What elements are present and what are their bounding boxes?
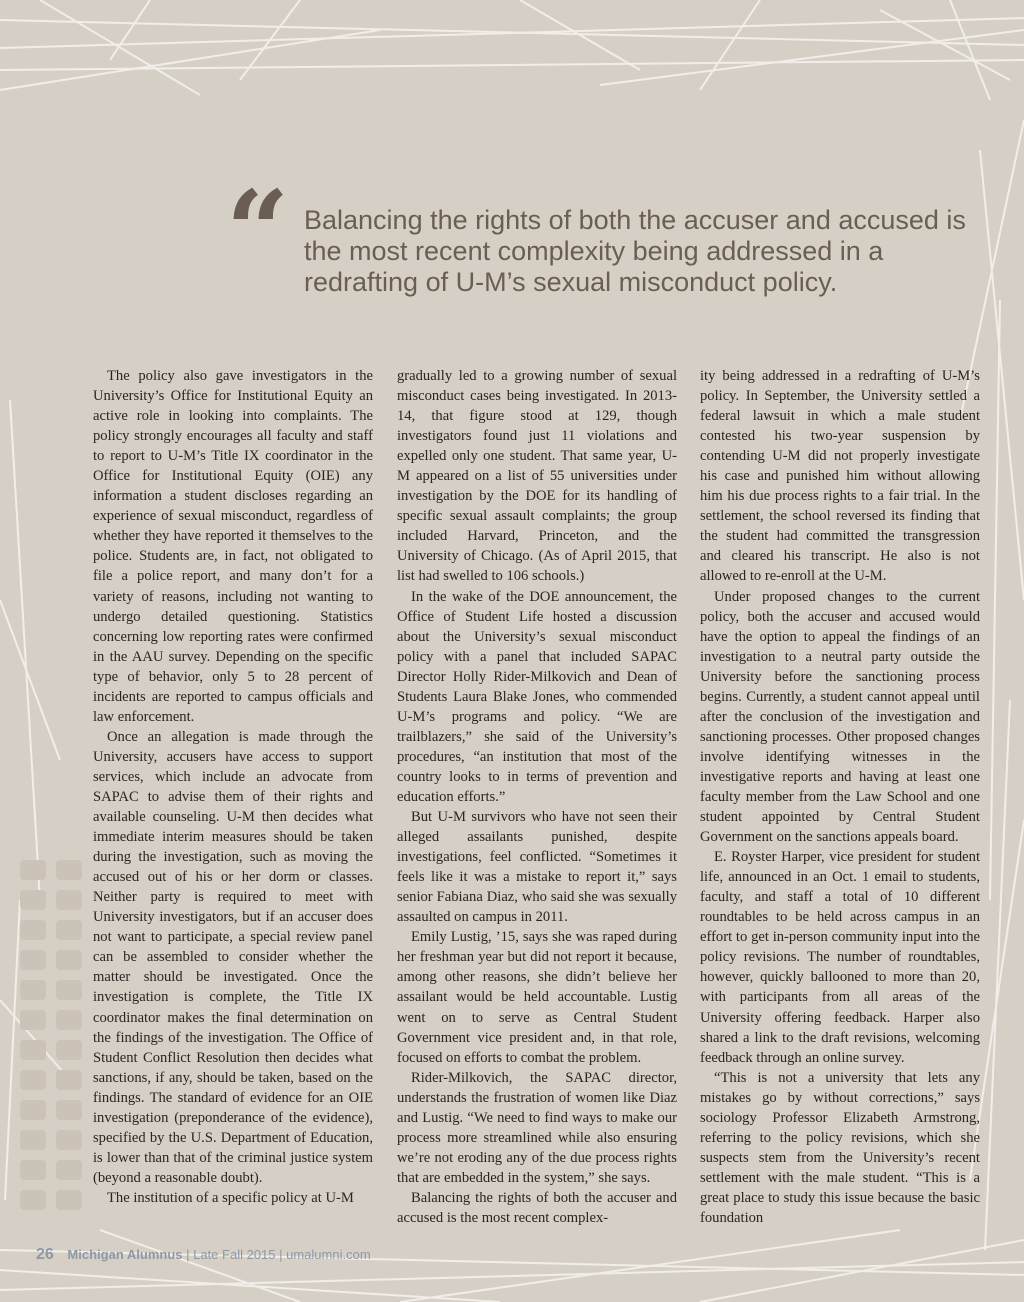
website-link[interactable]: umalumni.com bbox=[286, 1247, 371, 1262]
paragraph: The policy also gave investigators in the University’s Office for Institutional Equity an active role in looking into complaints. The policy strongly encourages all faculty and staff to report to U-M’s Title IX coordinator in the Office for Institutional Equity (OIE) any information a student discloses regarding an experience of sexual misconduct, regardless of whether they have reported it themselves to the police. Students are, in fact, not obligated to file a police report, and many don’t for a variety of reasons, including not wanting to undergo detailed questioning. Statistics concerning low reporting rates were confirmed in the AAU survey. Depending on the specific type of behavior, only 5 to 28 percent of incidents are reported to campus officials and law enforcement. bbox=[93, 368, 373, 725]
paragraph: Once an allegation is made through the University, accusers have access to support services, which include an advocate from SAPAC to advise them of their rights and available counseling. U-M then decides what immediate interim measures should be taken during the investigation, such as moving the accused out of his or her dorm or classes. Neither party is required to meet with University investigators, but if an accuser does not want to participate, a special review panel can be assembled to consider whether the matter should be investigated. Once the investigation is complete, the Title IX coordinator makes the final determination on the findings of the investigation. The Office of Student Conflict Resolution then decides what sanctions, if any, should be taken, based on the findings. The standard of evidence for an OIE investigation (preponderance of the evidence), specified by the U.S. Department of Education, is lower than that of the criminal justice system (beyond a reasonable doubt). bbox=[93, 728, 373, 1186]
paragraph: Rider-Milkovich, the SAPAC director, understands the frustration of women like Diaz and Lustig. “We need to find ways to make our process more streamlined while also ensuring we’re not eroding any of the due process rights that are embedded in the system,” she says. bbox=[397, 1069, 677, 1186]
page-footer bbox=[36, 1246, 371, 1264]
magazine-name: Michigan Alumnus bbox=[67, 1247, 183, 1262]
paragraph: “This is not a university that lets any mistakes go by without corrections,” says sociology Professor Elizabeth Armstrong, referring to the policy revisions, which she suspects stem from the University’s recent settlement with the male student. “This is a great place to study this issue because the basic foundation bbox=[700, 1069, 980, 1226]
quote-mark-icon: “ bbox=[226, 166, 290, 295]
article-column-2 bbox=[397, 366, 677, 1228]
page-number: 26 bbox=[36, 1246, 54, 1263]
paragraph: Emily Lustig, ’15, says she was raped during her freshman year but did not report it because, among other reasons, she didn’t believe her assailant would be held accountable. Lustig went on to serve as Central Student Government vice president and, in that role, focused on efforts to combat the problem. bbox=[397, 929, 677, 1066]
article-column-1 bbox=[93, 366, 373, 1208]
article-column-3 bbox=[700, 366, 980, 1228]
paragraph: ity being addressed in a redrafting of U-M’s policy. In September, the University settled a federal lawsuit in which a male student contested his two-year suspension by contending U-M did not properly investigate his case and punished him without allowing him his due process rights to a fair trial. In the settlement, the school reversed its finding that the student had committed the transgression and cleared his transcript. He also is not allowed to re-enroll at the U-M. bbox=[700, 368, 980, 585]
paragraph: Balancing the rights of both the accuser and accused is the most recent complex- bbox=[397, 1189, 677, 1226]
paragraph: E. Royster Harper, vice president for student life, announced in an Oct. 1 email to students, faculty, and staff a total of 10 different roundtables to be held across campus in an effort to get in-person community input into the policy revisions. The number of roundtables, however, quickly ballooned to more than 20, with participants from all areas of the University offering feedback. Harper also shared a link to the draft revisions, welcoming feedback through an online survey. bbox=[700, 849, 980, 1066]
paragraph: The institution of a specific policy at U-M bbox=[107, 1189, 354, 1206]
issue-label: | Late Fall 2015 | bbox=[186, 1247, 283, 1262]
paragraph: Under proposed changes to the current policy, both the accuser and accused would have the option to appeal the findings of an investigation to a neutral party outside the University before the sanctioning process begins. Currently, a student cannot appeal until after the conclusion of the investigation and sanctioning processes. Other proposed changes involve identifying witnesses in the investigative reports and having at least one faculty member from the Law School and one student appointed by Central Student Government on the sanctions appeals board. bbox=[700, 588, 980, 846]
paragraph: In the wake of the DOE announcement, the Office of Student Life hosted a discussion about the University’s sexual misconduct policy with a panel that included SAPAC Director Holly Rider-Milkovich and Dean of Students Laura Blake Jones, who commended U-M’s programs and policy. “We are trailblazers,” she said of the University’s procedures, “an institution that most of the country looks to in terms of prevention and education efforts.” bbox=[397, 588, 677, 805]
paragraph: gradually led to a growing number of sexual misconduct cases being investigated. In 2013-14, that figure stood at 129, though investigators found just 11 violations and expelled only one student. That same year, U-M appeared on a list of 55 universities under investigation by the DOE for its handling of specific sexual assault complaints; the group included Harvard, Princeton, and the University of Chicago. (As of April 2015, that list had swelled to 106 schools.) bbox=[397, 368, 677, 585]
paragraph: But U-M survivors who have not seen their alleged assailants punished, despite investigations, feel conflicted. “Sometimes it feels like it was a mistake to report it,” says senior Fabiana Diaz, who said she was sexually assaulted on campus in 2011. bbox=[397, 809, 677, 926]
pull-quote: Balancing the rights of both the accuser and accused is the most recent complexity being addressed in a redrafting of U-M’s sexual misconduct policy. bbox=[304, 205, 966, 297]
